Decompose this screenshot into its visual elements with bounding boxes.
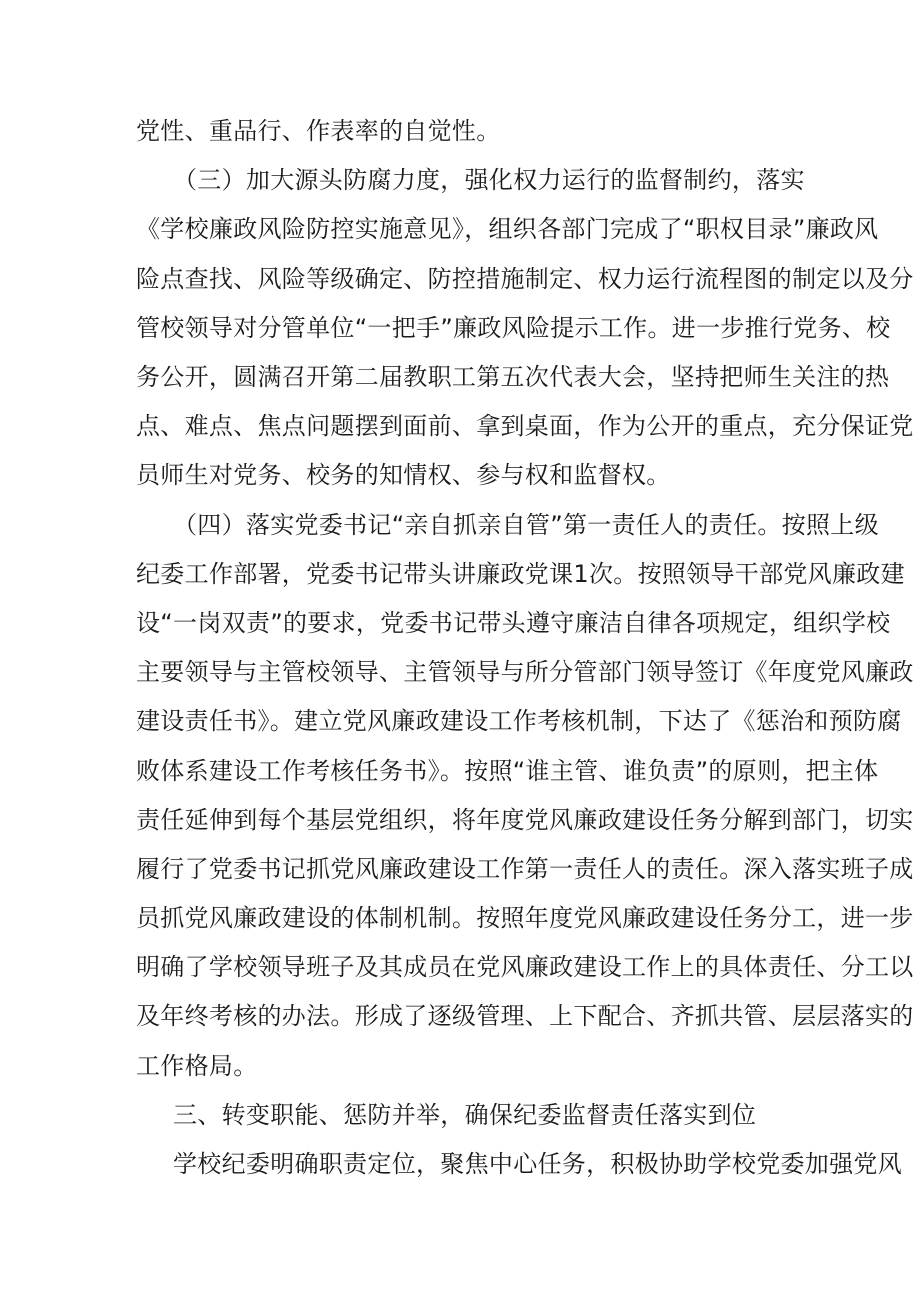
- text-line: 设“一岗双责”的要求，党委书记带头遵守廉洁自律各项规定，组织学校: [136, 609, 891, 637]
- text-line: 党性、重品行、作表率的自觉性。: [136, 117, 501, 145]
- text-line: 主要领导与主管校领导、主管领导与所分管部门领导签订《年度党风廉政: [136, 658, 914, 686]
- text-line: 工作格局。: [136, 1052, 258, 1080]
- text-line: 责任延伸到每个基层党组织，将年度党风廉政建设任务分解到部门，切实: [136, 806, 914, 834]
- text-line: 建设责任书》。建立党风廉政建设工作考核机制，下达了《惩治和预防腐: [136, 707, 902, 735]
- text-line: 学校纪委明确职责定位，聚焦中心任务，积极协助学校党委加强党风: [173, 1150, 902, 1178]
- text-line: 员师生对党务、校务的知情权、参与权和监督权。: [136, 461, 671, 489]
- text-line: 员抓党风廉政建设的体制机制。按照年度党风廉政建设任务分工，进一步: [136, 904, 914, 932]
- text-line: （四）落实党委书记“亲自抓亲自管”第一责任人的责任。按照上级: [173, 511, 879, 539]
- text-line: 履行了党委书记抓党风廉政建设工作第一责任人的责任。深入落实班子成: [136, 855, 914, 883]
- text-line: 管校领导对分管单位“一把手”廉政风险提示工作。进一步推行党务、校: [136, 314, 891, 342]
- text-line: 明确了学校领导班子及其成员在党风廉政建设工作上的具体责任、分工以: [136, 953, 914, 981]
- text-line: 务公开，圆满召开第二届教职工第五次代表大会，坚持把师生关注的热: [136, 363, 890, 391]
- text-line: 及年终考核的办法。形成了逐级管理、上下配合、齐抓共管、层层落实的: [136, 1002, 914, 1030]
- text-line: 险点查找、风险等级确定、防控措施制定、权力运行流程图的制定以及分: [136, 265, 914, 293]
- text-line: 点、难点、焦点问题摆到面前、拿到桌面，作为公开的重点，充分保证党: [136, 412, 914, 440]
- text-line: 纪委工作部署，党委书记带头讲廉政党课1次。按照领导干部党风廉政建: [136, 560, 905, 588]
- section-heading: 三、转变职能、惩防并举，确保纪委监督责任落实到位: [173, 1101, 757, 1129]
- text-line: 《学校廉政风险防控实施意见》，组织各部门完成了“职权目录”廉政风: [136, 215, 879, 243]
- text-line: （三）加大源头防腐力度，强化权力运行的监督制约，落实: [173, 166, 805, 194]
- text-line: 败体系建设工作考核任务书》。按照“谁主管、谁负责”的原则，把主体: [136, 757, 879, 785]
